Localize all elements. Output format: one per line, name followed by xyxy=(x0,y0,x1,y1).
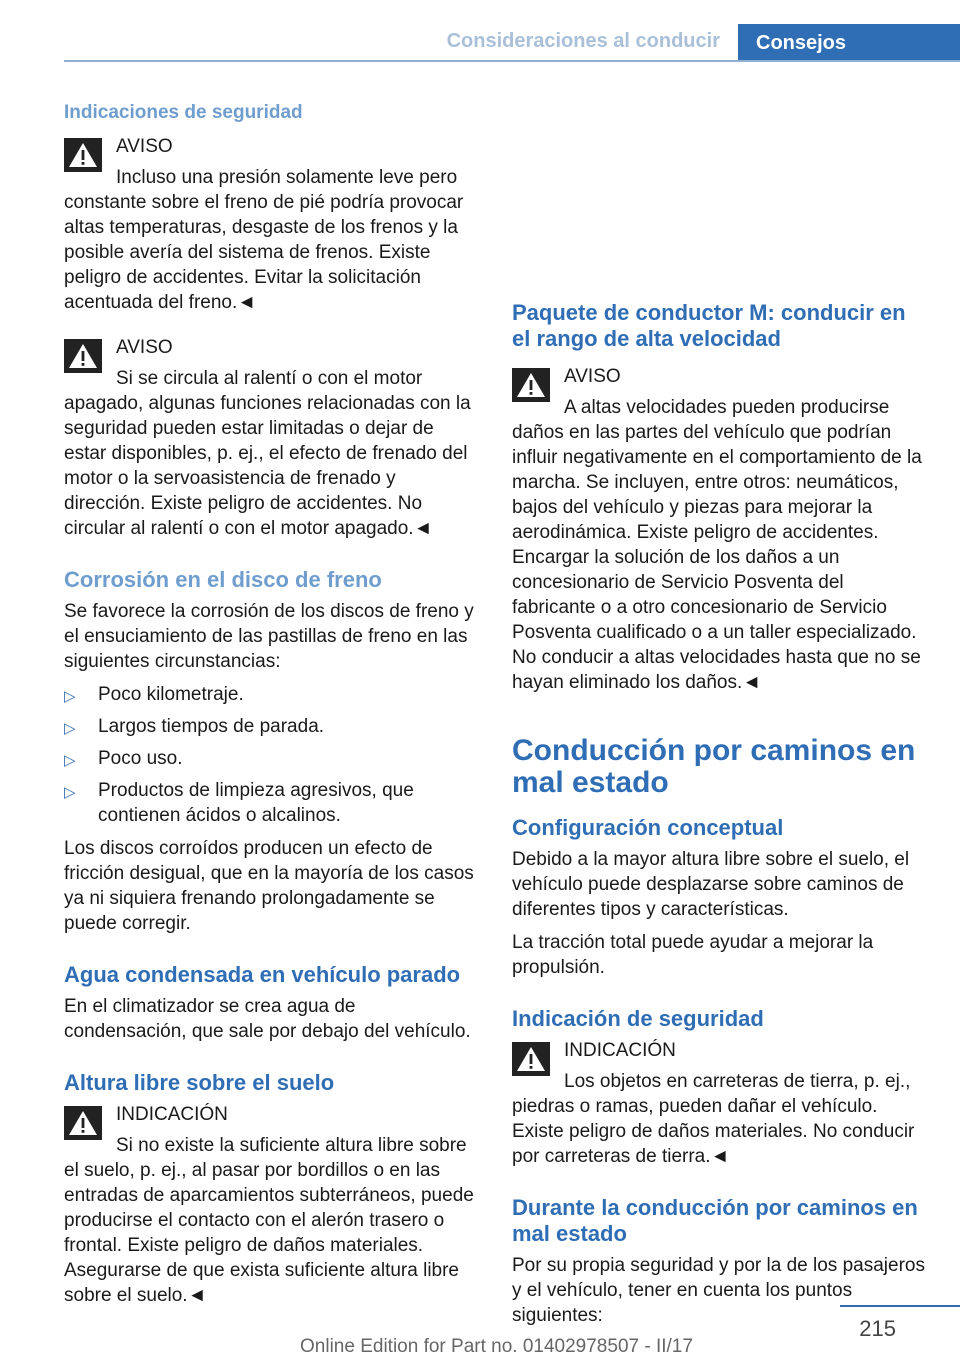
warning-notice xyxy=(64,335,479,541)
triangle-bullet-icon: ▷ xyxy=(64,688,76,705)
notice-body: Los objetos en carreteras de tierra, p. ej., piedras o ramas, pueden dañar el vehículo. Existe peligro de daños materiales. No conducir por carreteras de tierra.◄ xyxy=(512,1071,915,1167)
section-heading: Indicaciones de seguridad xyxy=(64,102,303,123)
section-heading: Agua condensada en vehículo parado xyxy=(64,962,461,987)
warning-triangle-icon xyxy=(512,1042,550,1076)
notice-title: INDICACIÓN xyxy=(116,1104,228,1125)
list-item xyxy=(64,682,479,707)
section-heading: Configuración conceptual xyxy=(512,815,784,840)
bullet-list xyxy=(64,682,479,828)
paragraph: Por su propia seguridad y por la de los pasajeros y el vehículo, tener en cuenta los puntos siguientes: xyxy=(512,1255,925,1326)
left-column xyxy=(64,100,479,1316)
paragraph: Se favorece la corrosión de los discos de freno y el ensuciamiento de las pastillas de freno en las siguientes circunstancias: xyxy=(64,601,474,672)
list-item xyxy=(64,714,479,739)
list-item-text: Largos tiempos de parada. xyxy=(98,716,325,737)
warning-triangle-icon xyxy=(64,1106,102,1140)
warning-triangle-icon xyxy=(64,138,102,172)
notice-body: Si no existe la suficiente altura libre sobre el suelo, p. ej., al pasar por bordillos o en las entradas de aparcamientos subterráneos, puede producirse el contacto con el alerón trasero o frontal. Existe peligro de daños materiales. Asegurarse de que exista suficiente altura libre sobre el suelo.◄ xyxy=(64,1135,474,1306)
header-section-title: Consideraciones al conducir xyxy=(446,30,720,52)
header-chapter-tab: Consejos xyxy=(738,24,960,62)
header-rule xyxy=(64,60,960,62)
list-item xyxy=(64,778,479,828)
section-heading: Durante la conducción por caminos en mal estado xyxy=(512,1195,918,1246)
paragraph: Debido a la mayor altura libre sobre el suelo, el vehículo puede desplazarse sobre caminos de diferentes tipos y características. xyxy=(512,849,910,920)
section-heading: Paquete de conductor M: conducir en el rango de alta velocidad xyxy=(512,300,906,351)
warning-triangle-icon xyxy=(512,368,550,402)
notice-title: AVISO xyxy=(116,136,173,157)
notice-body: Incluso una presión solamente leve pero constante sobre el freno de pié podría provocar altas temperaturas, desgaste de los frenos y la posible avería del sistema de frenos. Existe peligro de accidentes. Evitar la solicitación acentuada del freno.◄ xyxy=(64,167,464,313)
notice-title: AVISO xyxy=(564,366,621,387)
section-heading: Indicación de seguridad xyxy=(512,1006,764,1031)
caution-notice xyxy=(512,1038,927,1169)
notice-body: A altas velocidades pueden producirse daños en las partes del vehículo que podrían influir negativamente en el comportamiento de la marcha. Se incluyen, entre otros: neumáticos, bajos del vehículo y piezas para mejorar la aerodinámica. Existe peligro de accidentes. Encargar la solución de los daños a un concesionario de Servicio Posventa del fabricante o a otro concesionario de Servicio Posventa cualificado o a un taller especializado. No conducir a altas velocidades hasta que no se hayan eliminado los daños.◄ xyxy=(512,397,922,693)
list-item xyxy=(64,746,479,771)
warning-notice xyxy=(64,134,479,315)
right-column xyxy=(512,300,927,1336)
list-item-text: Poco uso. xyxy=(98,748,183,769)
notice-title: AVISO xyxy=(116,337,173,358)
triangle-bullet-icon: ▷ xyxy=(64,720,76,737)
notice-title: INDICACIÓN xyxy=(564,1040,676,1061)
list-item-text: Productos de limpieza agresivos, que contienen ácidos o alcalinos. xyxy=(98,780,414,826)
page-header xyxy=(64,24,960,62)
edition-footer: Online Edition for Part no. 01402978507 - II/17 xyxy=(300,1336,693,1357)
paragraph: Los discos corroídos producen un efecto de fricción desigual, que en la mayoría de los casos ya ni siquiera frenando prolongadamente se puede corregir. xyxy=(64,838,474,934)
notice-body: Si se circula al ralentí o con el motor apagado, algunas funciones relacionadas con la seguridad pueden estar limitadas o dejar de estar disponibles, p. ej., el efecto de frenado del motor o la servoasistencia de frenado y dirección. Existe peligro de accidentes. No circular al ralentí o con el motor apagado.◄ xyxy=(64,368,471,539)
section-heading: Corrosión en el disco de freno xyxy=(64,567,382,592)
paragraph: La tracción total puede ayudar a mejorar la propulsión. xyxy=(512,932,874,978)
paragraph: En el climatizador se crea agua de condensación, que sale por debajo del vehículo. xyxy=(64,996,471,1042)
triangle-bullet-icon: ▷ xyxy=(64,784,76,801)
triangle-bullet-icon: ▷ xyxy=(64,752,76,769)
warning-triangle-icon xyxy=(64,339,102,373)
list-item-text: Poco kilometraje. xyxy=(98,684,244,705)
caution-notice xyxy=(64,1102,479,1308)
warning-notice xyxy=(512,364,927,695)
chapter-heading: Conducción por caminos en mal estado xyxy=(512,734,916,799)
footer-rule xyxy=(840,1305,960,1307)
section-heading: Altura libre sobre el suelo xyxy=(64,1070,335,1095)
page-number: 215 xyxy=(859,1316,896,1341)
